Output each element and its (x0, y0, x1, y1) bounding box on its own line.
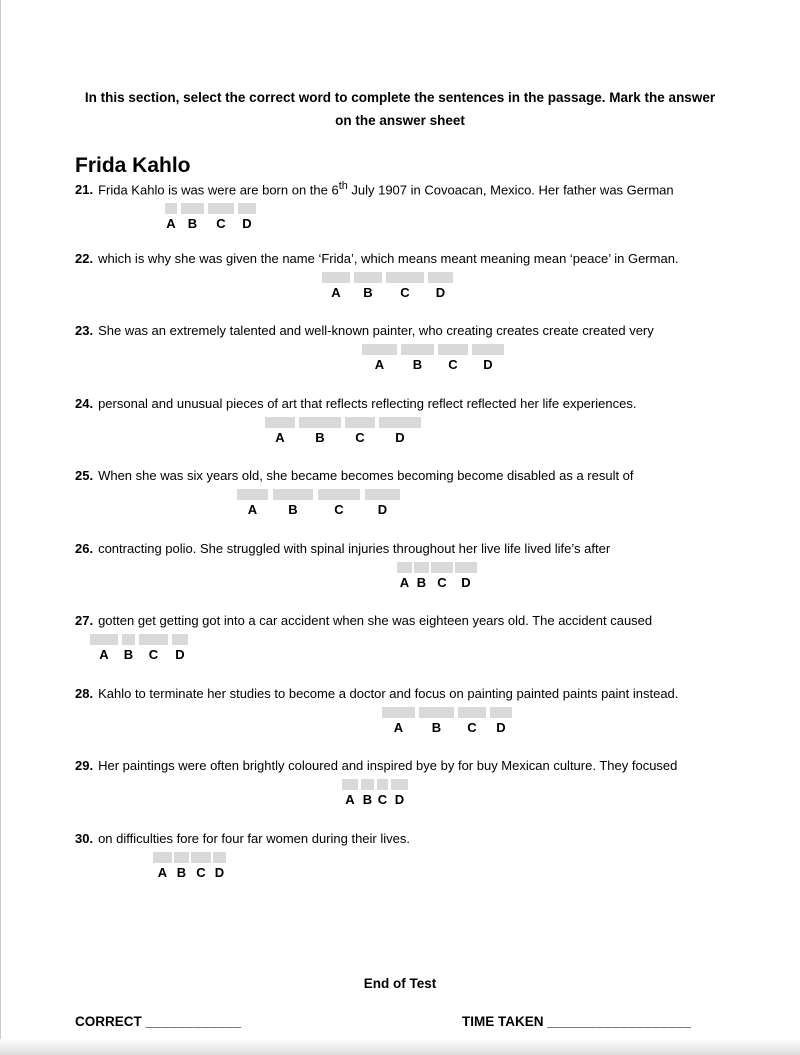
question-text (75, 322, 790, 340)
answer-option-b (181, 203, 204, 230)
question-text (75, 757, 790, 775)
answer-letter-c: C (400, 285, 410, 300)
question-number: 22. (75, 251, 94, 266)
answer-row (237, 489, 790, 516)
answer-option-b (401, 344, 434, 371)
answer-box-b[interactable] (174, 852, 189, 863)
answer-option-a (382, 707, 415, 734)
answer-box-b[interactable] (419, 707, 454, 718)
answer-row (362, 344, 790, 371)
answer-box-d[interactable] (472, 344, 504, 355)
answer-box-c[interactable] (458, 707, 486, 718)
answer-letter-d: D (395, 430, 405, 445)
answer-letter-b: B (431, 720, 442, 735)
question-number: 27. (75, 613, 94, 628)
answer-option-d (213, 852, 226, 879)
question-27 (75, 612, 790, 661)
answer-box-c[interactable] (318, 489, 360, 500)
answer-box-d[interactable] (213, 852, 226, 863)
answer-box-b[interactable] (181, 203, 204, 214)
answer-box-a[interactable] (153, 852, 172, 863)
answer-option-b (122, 634, 135, 661)
answer-box-b[interactable] (354, 272, 382, 283)
correct-blank[interactable]: ____________ (145, 1014, 242, 1029)
answer-row (397, 562, 790, 589)
answer-letter-c: C (216, 216, 226, 232)
answer-letter-a: A (247, 502, 258, 517)
answer-letter-d: D (435, 285, 446, 300)
end-of-test-label: End of Test (363, 976, 437, 991)
answer-letter-b: B (363, 285, 373, 300)
question-sentence: Frida Kahlo is was were are born on the 6 (98, 182, 339, 198)
answer-option-c (377, 779, 388, 806)
answer-option-c (386, 272, 424, 299)
answer-option-d (472, 344, 504, 371)
answer-row (153, 852, 790, 879)
question-text (75, 540, 790, 558)
answer-box-b[interactable] (414, 562, 429, 573)
question-number: 29. (75, 758, 94, 773)
correct-score-line (75, 1014, 242, 1029)
answer-box-d[interactable] (379, 417, 421, 428)
page-bottom-edge (0, 1039, 800, 1055)
answer-box-b[interactable] (401, 344, 434, 355)
answer-box-c[interactable] (139, 634, 168, 645)
answer-box-d[interactable] (391, 779, 408, 790)
question-24 (75, 395, 790, 444)
answer-option-d (172, 634, 188, 661)
answer-option-d (365, 489, 400, 516)
answer-letter-d: D (175, 647, 185, 662)
question-number: 28. (75, 686, 94, 701)
answer-letter-c: C (355, 430, 365, 445)
time-taken-line (462, 1014, 691, 1029)
answer-option-a (265, 417, 295, 444)
answer-box-a[interactable] (342, 779, 358, 790)
answer-box-c[interactable] (191, 852, 211, 863)
question-26 (75, 540, 790, 589)
answer-row (322, 272, 790, 299)
answer-letter-b: B (123, 647, 134, 662)
answer-box-a[interactable] (265, 417, 295, 428)
answer-box-b[interactable] (299, 417, 341, 428)
answer-letter-b: B (362, 792, 373, 807)
question-number: 30. (75, 831, 94, 846)
answer-box-a[interactable] (237, 489, 268, 500)
question-number: 21. (75, 182, 94, 198)
answer-box-d[interactable] (365, 489, 400, 500)
question-sentence: on difficulties fore for four far women during their lives. (98, 831, 410, 846)
answer-option-a (397, 562, 412, 589)
answer-letter-a: A (331, 285, 341, 300)
question-sentence: Her paintings were often brightly coloured and inspired bye by for buy Mexican culture. They focused (98, 758, 678, 773)
question-text (75, 250, 790, 268)
ordinal-suffix: th (338, 180, 348, 192)
answer-letter-a: A (374, 357, 385, 372)
answer-option-c (431, 562, 453, 589)
answer-option-a (342, 779, 358, 806)
question-text (75, 685, 790, 703)
answer-box-b[interactable] (273, 489, 313, 500)
answer-box-c[interactable] (345, 417, 375, 428)
answer-box-a[interactable] (382, 707, 415, 718)
answer-row (382, 707, 790, 734)
answer-option-b (299, 417, 341, 444)
answer-option-b (414, 562, 429, 589)
answer-letter-b: B (412, 357, 423, 372)
question-sentence-cont: July 1907 in Covoacan, Mexico. Her father was German (347, 182, 674, 198)
answer-row (165, 203, 790, 230)
question-text (75, 395, 790, 413)
correct-label: CORRECT (75, 1014, 142, 1029)
answer-letter-a: A (399, 575, 410, 590)
answer-option-a (90, 634, 118, 661)
answer-option-c (458, 707, 486, 734)
answer-box-d[interactable] (455, 562, 477, 573)
answer-box-a[interactable] (397, 562, 412, 573)
answer-box-c[interactable] (431, 562, 453, 573)
answer-option-c (318, 489, 360, 516)
answer-option-d (490, 707, 512, 734)
answer-letter-c: C (196, 865, 206, 880)
question-sentence: Kahlo to terminate her studies to become a doctor and focus on painting painted paints paint instead. (98, 686, 679, 701)
answer-box-c[interactable] (438, 344, 468, 355)
question-sentence: When she was six years old, she became becomes becoming become disabled as a result of (98, 468, 634, 483)
answer-option-c (345, 417, 375, 444)
question-sentence: which is why she was given the name ‘Frida’, which means meant meaning mean ‘peace’ in German. (98, 251, 679, 266)
question-text (75, 467, 790, 485)
question-text (75, 830, 790, 848)
answer-row (90, 634, 790, 661)
answer-box-a[interactable] (90, 634, 118, 645)
question-number: 24. (75, 396, 94, 411)
answer-option-c (438, 344, 468, 371)
question-23 (75, 322, 790, 371)
answer-option-c (208, 203, 234, 230)
answer-letter-c: C (334, 502, 344, 517)
answer-letter-d: D (483, 357, 493, 372)
answer-letter-c: C (448, 357, 458, 372)
answer-option-c (191, 852, 211, 879)
question-21 (75, 177, 790, 230)
question-28 (75, 685, 790, 734)
answer-option-d (238, 203, 256, 230)
answer-box-c[interactable] (377, 779, 388, 790)
time-taken-label: TIME TAKEN (462, 1014, 544, 1029)
answer-box-d[interactable] (172, 634, 188, 645)
question-29 (75, 757, 790, 806)
answer-option-a (237, 489, 268, 516)
answer-letter-d: D (461, 575, 471, 590)
answer-box-d[interactable] (428, 272, 453, 283)
answer-letter-c: C (467, 720, 477, 735)
answer-option-b (419, 707, 454, 734)
answer-option-b (354, 272, 382, 299)
answer-option-a (165, 203, 177, 230)
question-30 (75, 830, 790, 879)
answer-option-d (391, 779, 408, 806)
answer-letter-d: D (377, 502, 388, 517)
answer-box-c[interactable] (386, 272, 424, 283)
answer-box-d[interactable] (490, 707, 512, 718)
question-22 (75, 250, 790, 299)
answer-box-a[interactable] (362, 344, 397, 355)
answer-letter-a: A (99, 647, 109, 662)
answer-row (265, 417, 790, 444)
answer-letter-d: D (242, 216, 252, 232)
answer-option-d (428, 272, 453, 299)
answer-row (342, 779, 790, 806)
question-sentence: gotten get getting got into a car accident when she was eighteen years old. The accident caused (98, 613, 653, 628)
answer-letter-b: B (187, 216, 198, 232)
answer-letter-c: C (148, 647, 159, 662)
answer-box-a[interactable] (165, 203, 177, 214)
question-25 (75, 467, 790, 516)
answer-option-a (153, 852, 172, 879)
question-sentence: contracting polio. She struggled with spinal injuries throughout her live life lived life’s after (98, 541, 611, 556)
answer-option-a (322, 272, 350, 299)
page-left-edge (0, 0, 1, 1055)
answer-letter-b: B (315, 430, 325, 445)
answer-option-b (361, 779, 374, 806)
answer-box-b[interactable] (122, 634, 135, 645)
answer-box-a[interactable] (322, 272, 350, 283)
question-sentence: personal and unusual pieces of art that reflects reflecting reflect reflected her life experiences. (98, 396, 637, 411)
answer-letter-a: A (166, 216, 176, 232)
answer-letter-b: B (416, 575, 427, 590)
question-number: 26. (75, 541, 94, 556)
answer-letter-c: C (377, 792, 388, 807)
question-sentence: She was an extremely talented and well-known painter, who creating creates create created very (98, 323, 654, 338)
question-number: 25. (75, 468, 94, 483)
answer-letter-b: B (288, 502, 298, 517)
answer-option-d (455, 562, 477, 589)
answer-letter-d: D (496, 720, 506, 735)
answer-box-c[interactable] (208, 203, 234, 214)
question-text (75, 612, 790, 630)
instruction-text (55, 86, 745, 132)
answer-letter-a: A (393, 720, 404, 735)
answer-letter-a: A (345, 792, 355, 807)
answer-option-b (273, 489, 313, 516)
instruction-line-1: In this section, select the correct word to complete the sentences in the passage. Mark the answer (84, 90, 716, 105)
question-number: 23. (75, 323, 94, 338)
answer-option-b (174, 852, 189, 879)
answer-letter-a: A (157, 865, 168, 880)
answer-letter-c: C (437, 575, 447, 590)
answer-letter-a: A (275, 430, 285, 445)
answer-option-c (139, 634, 168, 661)
answer-letter-b: B (176, 865, 187, 880)
answer-option-a (362, 344, 397, 371)
answer-letter-d: D (214, 865, 225, 880)
answer-option-d (379, 417, 421, 444)
time-taken-blank[interactable]: __________________ (547, 1014, 692, 1029)
instruction-line-2: on the answer sheet (335, 113, 465, 128)
answer-box-d[interactable] (238, 203, 256, 214)
answer-box-b[interactable] (361, 779, 374, 790)
question-text (75, 177, 790, 199)
page-title: Frida Kahlo (75, 154, 191, 178)
answer-letter-d: D (394, 792, 405, 807)
